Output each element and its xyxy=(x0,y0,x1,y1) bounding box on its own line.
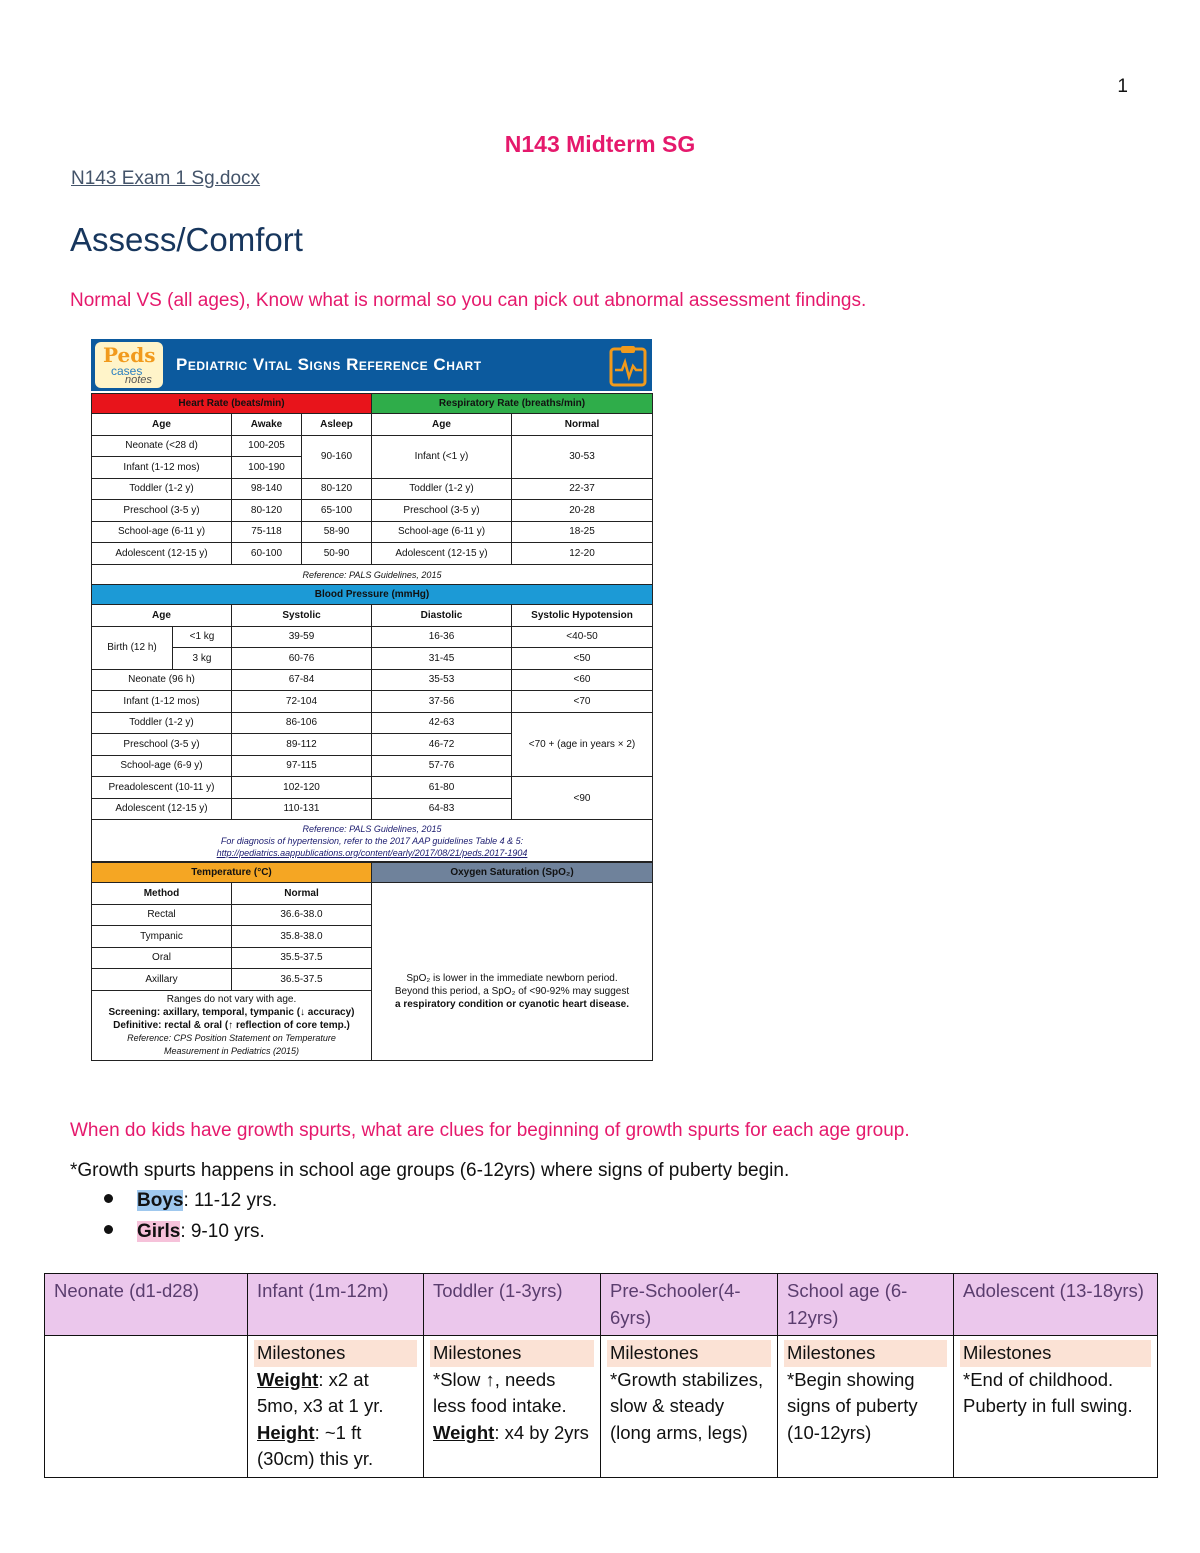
question-growth-spurts: When do kids have growth spurts, what are clues for beginning of growth spurts for each age group. xyxy=(70,1120,910,1141)
blood-pressure-band: Blood Pressure (mmHg) xyxy=(92,585,653,605)
table-row: Rectal 36.6-38.0 xyxy=(92,904,653,926)
table-row: School-age (6-11 y) 75-118 58-90 School-age (6-11 y) 18-25 xyxy=(92,521,653,543)
list-item: Girls: 9-10 yrs. xyxy=(104,1221,265,1243)
table-row: Toddler (1-2 y) 98-140 80-120 Toddler (1-2 y) 22-37 xyxy=(92,478,653,500)
table-row: Tympanic 35.8-38.0 xyxy=(92,926,653,948)
reference-note: Reference: PALS Guidelines, 2015 xyxy=(92,564,653,586)
chart-title: Pediatric Vital Signs Reference Chart xyxy=(176,355,482,374)
cell-preschooler: Milestones *Growth stabilizes, slow & steady (long arms, legs) xyxy=(601,1336,778,1478)
table-row: Axillary 36.5-37.5 xyxy=(92,969,653,991)
table-row: Oral 35.5-37.5 xyxy=(92,947,653,969)
heart-rate-band: Heart Rate (beats/min) xyxy=(92,394,372,414)
table-row: Adolescent (12-15 y) 110-131 64-83 xyxy=(92,798,653,820)
table-row: Preschool (3-5 y) 89-112 46-72 xyxy=(92,734,653,756)
chart-header xyxy=(91,339,652,391)
bullet-icon xyxy=(104,1194,113,1203)
cell-infant: Milestones Weight: x2 at 5mo, x3 at 1 yr. Height: ~1 ft (30cm) this yr. xyxy=(248,1336,424,1478)
doc-link[interactable]: N143 Exam 1 Sg.docx xyxy=(71,168,261,189)
header-toddler: Toddler (1-3yrs) xyxy=(424,1274,601,1336)
table-row: Infant (1-12 mos) 100-190 xyxy=(92,457,653,479)
table-row: Birth (12 h) <1 kg 39-59 16-36 <40-50 xyxy=(92,626,653,648)
resp-rate-band: Respiratory Rate (breaths/min) xyxy=(372,394,653,414)
table-row: Neonate (<28 d) 100-205 90-160 Infant (<1 y) 30-53 xyxy=(92,435,653,457)
clipboard-heartbeat-icon xyxy=(608,344,648,387)
temperature-note: Ranges do not vary with age. Screening: axillary, temporal, tympanic (↓ accuracy) Definitive: rectal & oral (↑ reflection of core temp.) Reference: CPS Position Statement on Temperature Measurement in Pediatrics (2015) xyxy=(92,990,372,1060)
question-vital-signs: Normal VS (all ages), Know what is normal so you can pick out abnormal assessment findings. xyxy=(70,290,867,311)
cell-adolescent: Milestones *End of childhood. Puberty in full swing. xyxy=(954,1336,1158,1478)
temp-spo2-table: Temperature (°C) Oxygen Saturation (SpO₂) Method Normal SpO₂ is lower in the immediate newborn period. Beyond this period, a SpO₂ of <90-92% may suggest a respiratory condition or cyanotic heart disease. Rectal 36.6-38.0 Tympanic 35.8-38.0 Oral 35.5-37.5 Axillary 36.5-37.5 Ranges do not vary with age. Screening: axillary, temporal, tympanic (↓ accuracy) Definitive: rectal & oral (↑ reflection of core temp.) Reference: CPS Position Statement on Temperature Measurement in Pediatrics (2015) xyxy=(91,862,653,1061)
blood-pressure-table: Blood Pressure (mmHg) Age Systolic Diastolic Systolic Hypotension Birth (12 h) <1 kg 39-59 16-36 <40-50 3 kg 60-76 31-45 <50 Neonate (96 h) 67-84 35-53 <60 Infant (1-12 mos) 72-104 37-56 <70 Toddler (1-2 y) 86-106 42-63 <70 + (age in years × 2) Preschool (3-5 y) 89-112 46-72 School-age (6-9 y) 97-115 57-76 Preadolescent (10-11 y) 102-120 61-80 <90 Adolescent (12-15 y) 110-131 64-83 Reference: PALS Guidelines, 2015 For diagnosis of hypertension, refer to the 2017 AAP guidelines Table 4 & 5: http://pediatrics.aappublications.org/content/early/2017/08/21/peds.2017-1904 xyxy=(91,584,653,862)
header-infant: Infant (1m-12m) xyxy=(248,1274,424,1336)
table-row: Preadolescent (10-11 y) 102-120 61-80 <90 xyxy=(92,777,653,799)
bp-reference-note: Reference: PALS Guidelines, 2015 For diagnosis of hypertension, refer to the 2017 AAP guidelines Table 4 & 5: http://pediatrics.aappublications.org/content/early/2017/08/21/peds.2017-1904 xyxy=(92,820,653,862)
spo2-description: SpO₂ is lower in the immediate newborn period. Beyond this period, a SpO₂ of <90-92% may suggest a respiratory condition or cyanotic heart disease. xyxy=(372,883,653,1061)
bullet-icon xyxy=(104,1225,113,1234)
cell-toddler: Milestones *Slow ↑, needs less food intake. Weight: x4 by 2yrs xyxy=(424,1336,601,1478)
table-row: Infant (1-12 mos) 72-104 37-56 <70 xyxy=(92,691,653,713)
table-row: Neonate (96 h) 67-84 35-53 <60 xyxy=(92,669,653,691)
oxygen-saturation-band: Oxygen Saturation (SpO₂) xyxy=(372,863,653,883)
document-title: N143 Midterm SG xyxy=(504,131,696,157)
growth-spurts-text: *Growth spurts happens in school age groups (6-12yrs) where signs of puberty begin. xyxy=(70,1160,790,1181)
temperature-band: Temperature (°C) xyxy=(92,863,372,883)
cell-neonate xyxy=(45,1336,248,1478)
table-row: Preschool (3-5 y) 80-120 65-100 Preschool (3-5 y) 20-28 xyxy=(92,500,653,522)
peds-cases-logo: Peds cases notes xyxy=(95,342,163,388)
table-row: School-age (6-9 y) 97-115 57-76 xyxy=(92,755,653,777)
table-row: 3 kg 60-76 31-45 <50 xyxy=(92,648,653,670)
header-preschooler: Pre-Schooler(4-6yrs) xyxy=(601,1274,778,1336)
table-row: Toddler (1-2 y) 86-106 42-63 <70 + (age in years × 2) xyxy=(92,712,653,734)
header-school-age: School age (6-12yrs) xyxy=(778,1274,954,1336)
list-item: Boys: 11-12 yrs. xyxy=(104,1190,277,1212)
vital-signs-chart xyxy=(91,339,652,1065)
header-neonate: Neonate (d1-d28) xyxy=(45,1274,248,1336)
hr-rr-table: Heart Rate (beats/min) Respiratory Rate (breaths/min) Age Awake Asleep Age Normal Neonate (<28 d) 100-205 90-160 Infant (<1 y) 30-53 Infant (1-12 mos) 100-190 Toddler (1-2 y) 98-140 80-120 Toddler (1-2 y) 22-37 Preschool (3-5 y) 80-120 65-100 Preschool (3-5 y) 20-28 School-age (6-11 y) 75-118 58-90 School-age (6-11 y) 18-25 Adolescent (12-15 y) 60-100 50-90 Adolescent (12-15 y) 12-20 Reference: PALS Guidelines, 2015 xyxy=(91,393,653,586)
cell-school-age: Milestones *Begin showing signs of puberty (10-12yrs) xyxy=(778,1336,954,1478)
milestones-table xyxy=(44,1273,1158,1478)
header-adolescent: Adolescent (13-18yrs) xyxy=(954,1274,1158,1336)
page-number: 1 xyxy=(1117,76,1128,97)
table-row: Adolescent (12-15 y) 60-100 50-90 Adolescent (12-15 y) 12-20 xyxy=(92,543,653,565)
section-heading: Assess/Comfort xyxy=(70,221,303,258)
aap-guidelines-link[interactable]: http://pediatrics.aappublications.org/content/early/2017/08/21/peds.2017-1904 xyxy=(216,847,528,858)
